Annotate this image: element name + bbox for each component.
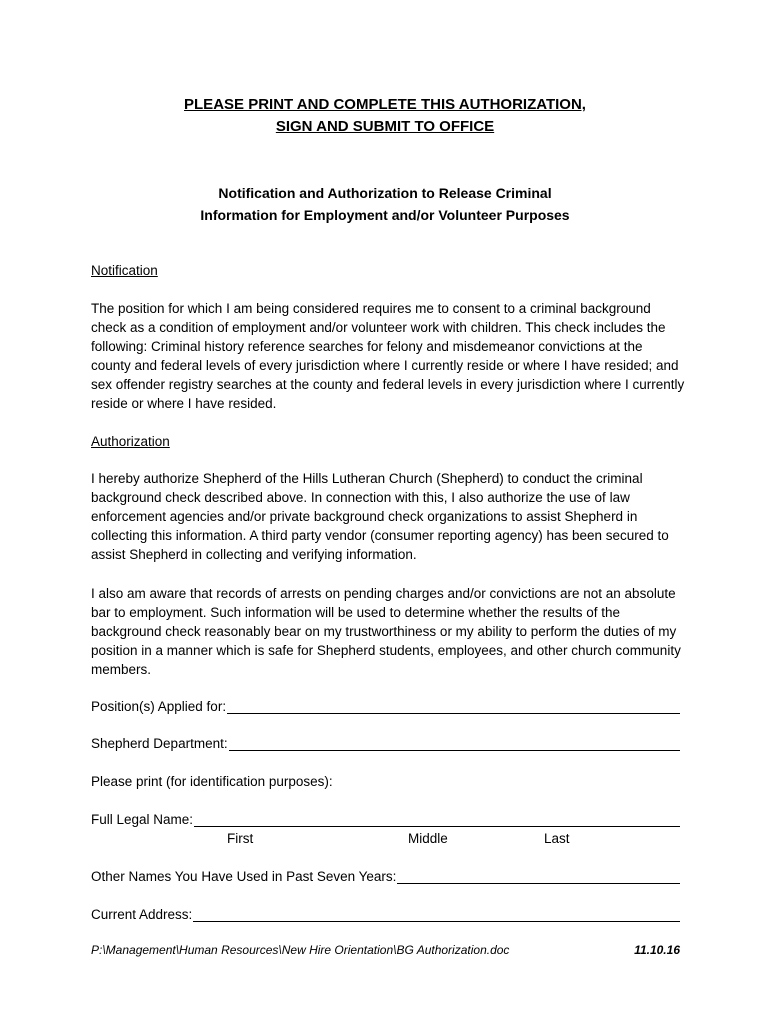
subtitle-line-1: Notification and Authorization to Release Criminal (218, 185, 552, 201)
department-field[interactable] (91, 734, 680, 753)
authorization-heading: Authorization (91, 434, 170, 449)
subtitle-line-2: Information for Employment and/or Volunteer Purposes (200, 207, 570, 223)
address-input-line[interactable] (193, 907, 680, 922)
last-name-caption: Last (544, 831, 570, 846)
title-line-1: PLEASE PRINT AND COMPLETE THIS AUTHORIZATION, (184, 96, 586, 113)
other-names-field[interactable] (91, 867, 680, 886)
department-label: Shepherd Department: (91, 736, 228, 751)
position-field[interactable] (91, 697, 680, 716)
middle-name-caption: Middle (408, 831, 448, 846)
file-path: P:\Management\Human Resources\New Hire Orientation\BG Authorization.doc (91, 943, 510, 957)
position-label: Position(s) Applied for: (91, 699, 227, 714)
authorization-paragraph-1: I hereby authorize Shepherd of the Hills Lutheran Church (Shepherd) to conduct the criminal background check described above. In connection with this, I also authorize the use of law enforcement agencies and/or private background check organizations to assist Shepherd in collecting this information. A third party vendor (consumer reporting agency) has been secured to assist Shepherd in collecting and verifying information. (91, 471, 669, 562)
authorization-paragraph-2: I also am aware that records of arrests on pending charges and/or convictions are not an absolute bar to employment. Such information will be used to determine whether the results of the background check reasonably bear on my trustworthiness or my ability to perform the duties of my position in a manner which is safe for Shepherd students, employees, and other church community members. (91, 586, 681, 677)
full-name-input-line[interactable] (194, 812, 680, 827)
notification-heading: Notification (91, 263, 158, 278)
full-name-field[interactable] (91, 810, 680, 829)
position-input-line[interactable] (227, 699, 680, 714)
department-input-line[interactable] (229, 736, 680, 751)
first-name-caption: First (227, 831, 254, 846)
form-title (0, 94, 770, 138)
page-footer (91, 943, 680, 957)
other-names-input-line[interactable] (397, 869, 680, 884)
address-field[interactable] (91, 905, 680, 924)
revision-date: 11.10.16 (634, 943, 680, 957)
form-subtitle (0, 182, 770, 226)
other-names-label: Other Names You Have Used in Past Seven Years: (91, 869, 397, 884)
full-name-label: Full Legal Name: (91, 812, 194, 827)
address-label: Current Address: (91, 907, 193, 922)
print-instruction: Please print (for identification purposes): (91, 774, 333, 789)
title-line-2: SIGN AND SUBMIT TO OFFICE (275, 118, 495, 135)
notification-paragraph: The position for which I am being considered requires me to consent to a criminal background check as a condition of employment and/or volunteer work with children. This check includes the following: Criminal history reference searches for felony and misdemeanor convictions at the county and federal levels of every jurisdiction where I currently reside or where I have resided; and sex offender registry searches at the county and federal levels in every jurisdiction where I currently reside or where I have resided. (91, 301, 685, 411)
